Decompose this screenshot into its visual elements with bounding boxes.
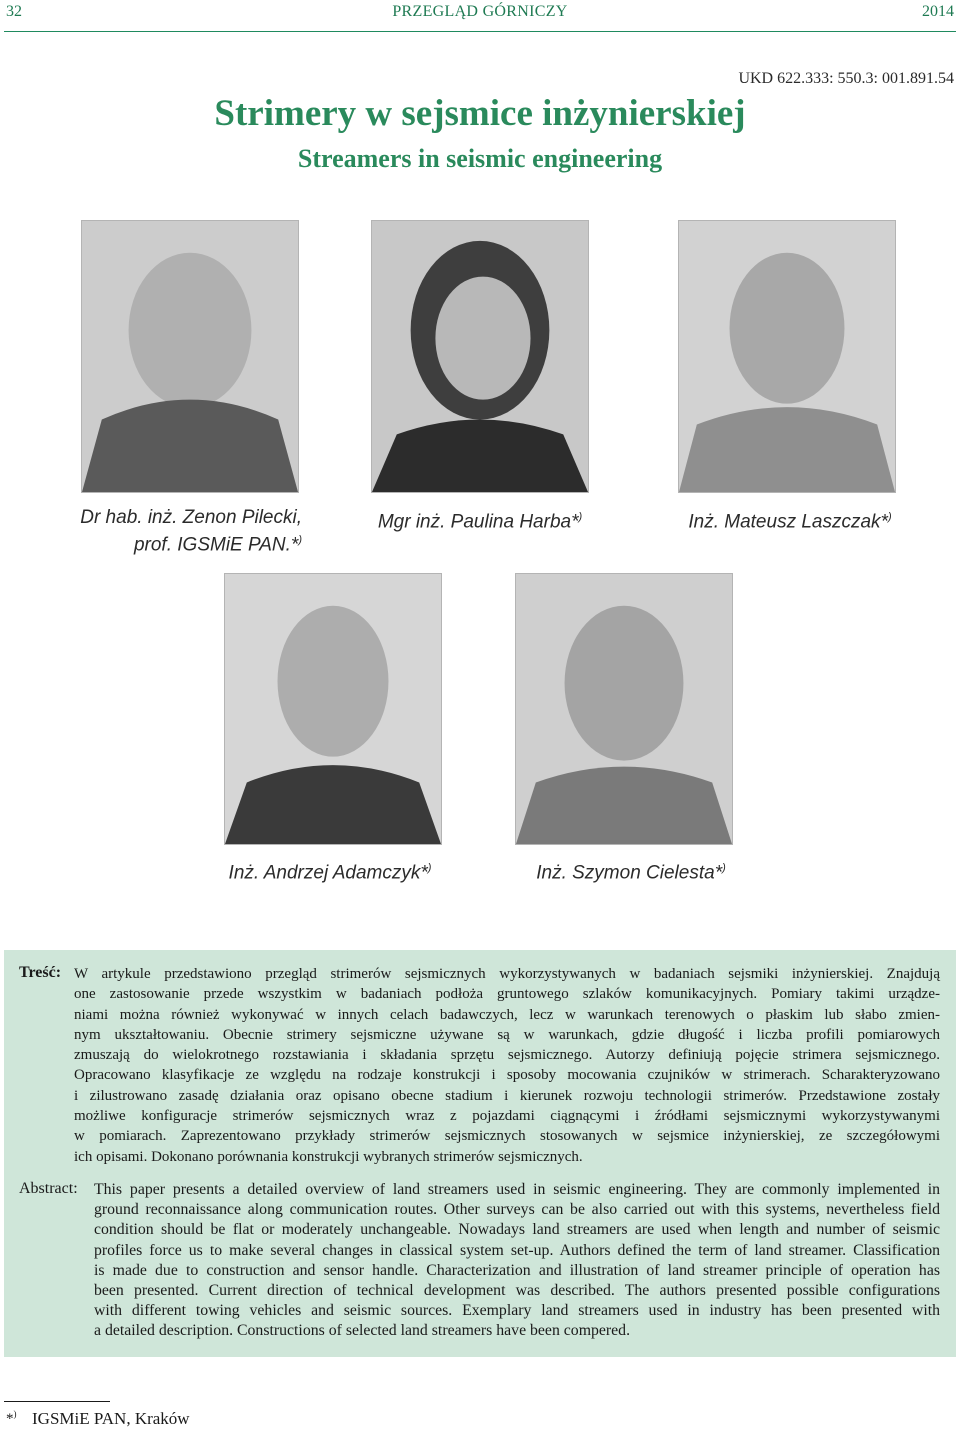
author-name-line: Mgr inż. Paulina Harba* — [377, 511, 579, 533]
abstract-pl-line: zmuszają do wielokrotnego rozstawiania i składania sprzętu sejsmicznego. Autorzy definiują pojęcie strimera sejsmicznego. — [74, 1047, 940, 1064]
abstract-en-line: condition should be flat or moderately unchangeable. Nowadays land streamers are used when length and number of seismic — [94, 1221, 940, 1239]
author-name-line: Dr hab. inż. Zenon Pilecki, — [80, 507, 302, 528]
abstract-pl-line: one zastosowanie przede wszystkim w badaniach podłoża gruntowego szlaków komunikacyjnych. Pomiary takimi urządze- — [74, 986, 940, 1003]
abstract-en-line: This paper presents a detailed overview of land streamers used in seismic engineering. They are commonly implemented in — [94, 1181, 940, 1198]
author-name-line: Inż. Mateusz Laszczak* — [688, 511, 888, 533]
abstract-pl-line: ich opisami. Dokonano porównania konstrukcji wybranych strimerów sejsmicznych. — [74, 1148, 583, 1165]
author-affiliation-line: prof. IGSMiE PAN.*) — [133, 534, 302, 556]
abstract-pl-text — [74, 964, 940, 1167]
author-photo-laszczak — [678, 220, 896, 493]
author-caption-cielesta: Inż. Szymon Cielesta*) — [536, 862, 726, 884]
abstract-pl-label: Treść: — [19, 964, 62, 981]
abstract-en-line: with different towing vehicles and seismic sources. Exemplary land streamers used in industry has been presented with — [94, 1302, 940, 1320]
abstract-en-label: Abstract: — [19, 1180, 78, 1197]
abstract-pl-line: nym ukształtowaniu. Obecnie strimery sejsmiczne używane są w warunkach, gdzie długość i liczba profili pomiarowych — [74, 1026, 940, 1043]
abstract-pl-line: w pomiarach. Zaprezentowano przykłady strimerów sejsmicznych stosowanych w sejsmice inżynierskiej, ze szczegółowymi — [74, 1128, 940, 1145]
abstract-en-line: is made due to construction and sensor handle. Characterization and illustration of land streamer principle of operation has — [94, 1261, 940, 1279]
journal-year: 2014 — [922, 3, 954, 20]
author-caption-laszczak: Inż. Mateusz Laszczak*) — [688, 511, 892, 533]
abstract-pl-line: i zilustrowano zasadę działania oraz opisano obecne stadium i kierunek rozwoju technologii strimerów. Przedstawione zostały — [74, 1087, 940, 1104]
page-number: 32 — [6, 3, 22, 20]
author-photo-harba — [371, 220, 589, 493]
abstract-pl-line: W artykule przedstawiono przegląd strimerów sejsmicznych wykorzystywanych w badaniach sejsmiki inżynierskiej. Znajdują — [74, 966, 940, 982]
abstract-en-text — [94, 1180, 940, 1342]
abstract-en-line: profiles force us to make several changes in classical system set-up. Authors defined the term of land streamer. Classification — [94, 1241, 940, 1259]
journal-name: PRZEGLĄD GÓRNICZY — [392, 3, 568, 20]
abstract-en-line: ground reconnaissance along communication routes. Other surveys can be also carried out with this systems, nevertheless field — [94, 1201, 940, 1219]
abstract-pl-line: niami można również wykonywać w innych celach badawczych, lecz w warunkach terenowych o płaskim lub słabo zmien- — [74, 1006, 940, 1023]
header-rule — [4, 31, 956, 32]
abstract-en-line: been presented. Current direction of technical development was described. The authors presented possible configurations — [94, 1282, 940, 1300]
author-caption-pilecki — [40, 506, 302, 556]
footnote-rule — [4, 1401, 110, 1402]
footnote-text: IGSMiE PAN, Kraków — [32, 1409, 190, 1428]
author-photo-cielesta — [515, 573, 733, 845]
author-caption-adamczyk: Inż. Andrzej Adamczyk*) — [228, 862, 432, 884]
author-name-line: Inż. Andrzej Adamczyk* — [228, 862, 428, 884]
article-subtitle: Streamers in seismic engineering — [297, 144, 663, 173]
author-photo-adamczyk — [224, 573, 442, 845]
footnote-mark: *) — [6, 1409, 17, 1427]
author-caption-harba: Mgr inż. Paulina Harba*) — [377, 511, 583, 533]
article-title: Strimery w sejsmice inżynierskiej — [214, 93, 746, 134]
abstract-en-line: a detailed description. Constructions of selected land streamers have been compered. — [94, 1322, 631, 1340]
abstract-pl-lines — [74, 964, 940, 1167]
abstract-pl-line: możliwe konfiguracje strimerów sejsmicznych wraz z pojazdami ciągnącymi i źródłami sejsmicznymi wykorzystywanymi — [74, 1108, 940, 1125]
author-name-line: Inż. Szymon Cielesta* — [536, 862, 723, 884]
ukd-classification: UKD 622.333: 550.3: 001.891.54 — [738, 70, 954, 87]
abstract-en-lines — [94, 1180, 940, 1342]
abstract-pl-line: Opracowano klasyfikacje ze względu na rodzaje konstrukcji i sposoby mocowania czujników w strimerach. Scharakteryzowano — [74, 1067, 940, 1084]
author-photo-pilecki — [81, 220, 299, 493]
